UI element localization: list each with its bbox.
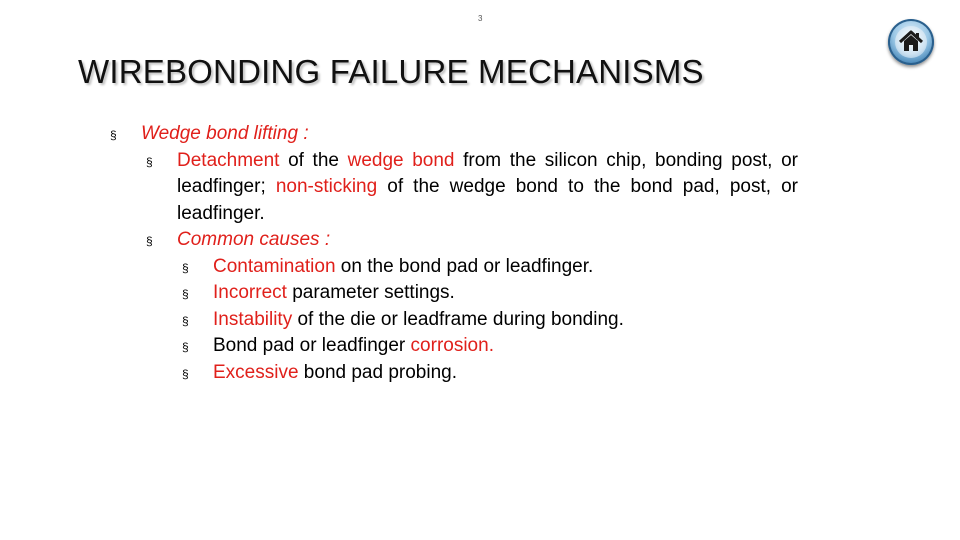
bullet-wedge-bond-lifting bbox=[110, 121, 810, 148]
bullet-marker: § bbox=[182, 287, 189, 301]
cause-item-incorrect bbox=[110, 280, 810, 307]
bullet-marker: § bbox=[182, 366, 189, 381]
bullet-common-causes bbox=[110, 227, 798, 254]
bullet-marker: § bbox=[146, 234, 153, 248]
cause-item-excessive bbox=[110, 360, 810, 387]
wedge-bond-term: wedge bond bbox=[347, 149, 455, 171]
cause-text: parameter settings. bbox=[286, 282, 455, 303]
bullet-list bbox=[110, 121, 810, 386]
cause-item-contamination bbox=[110, 254, 810, 281]
detachment-term: Detachment bbox=[177, 149, 280, 171]
bullet-detachment bbox=[110, 148, 798, 228]
cause-text: of the die or leadframe during bonding. bbox=[292, 308, 624, 330]
cause-term: Incorrect bbox=[213, 282, 287, 303]
cause-text: bond pad probing. bbox=[298, 361, 457, 383]
page-number: 3 bbox=[478, 14, 483, 23]
detachment-text-3: of the wedge bond to the bond pad, post, or leadfinger. bbox=[177, 176, 798, 224]
cause-text: on the bond pad or leadfinger. bbox=[335, 255, 594, 277]
bullet-marker: § bbox=[182, 313, 189, 328]
cause-text: Bond pad or leadfinger bbox=[213, 335, 411, 356]
bullet-marker: § bbox=[110, 128, 117, 142]
bullet-marker: § bbox=[182, 340, 189, 354]
cause-term: Excessive bbox=[213, 361, 299, 383]
cause-item-corrosion bbox=[110, 333, 810, 360]
cause-term: Contamination bbox=[213, 255, 336, 277]
slide-title: WIREBONDING FAILURE MECHANISMS bbox=[78, 53, 704, 90]
bullet-marker: § bbox=[146, 154, 153, 169]
home-icon bbox=[896, 27, 926, 57]
detachment-text-2: from the silicon chip, bonding post, or leadfinger; bbox=[177, 149, 798, 197]
cause-term: corrosion. bbox=[410, 335, 494, 356]
common-causes-label: Common causes : bbox=[177, 229, 331, 250]
bullet-marker: § bbox=[182, 260, 189, 275]
cause-item-instability bbox=[110, 307, 810, 334]
non-sticking-term: non-sticking bbox=[275, 176, 378, 197]
detachment-text-1: of the bbox=[279, 149, 348, 171]
cause-term: Instability bbox=[213, 308, 293, 330]
home-button[interactable] bbox=[888, 19, 934, 65]
wedge-bond-lifting-label: Wedge bond lifting : bbox=[141, 123, 309, 144]
